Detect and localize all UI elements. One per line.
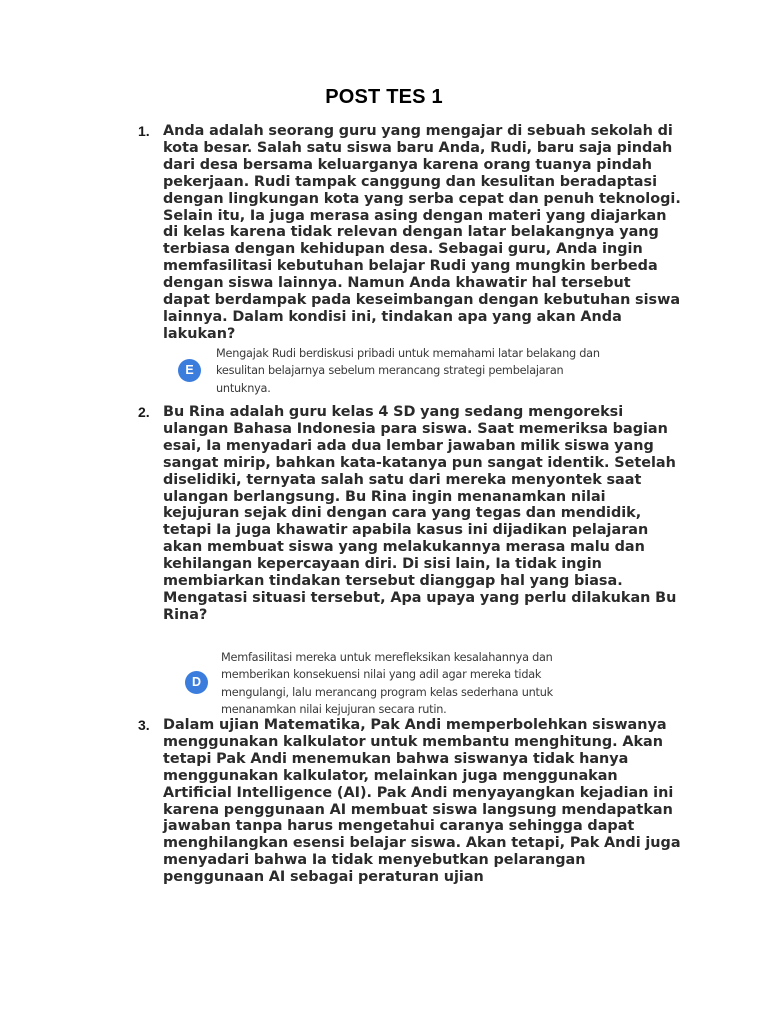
question-text: Dalam ujian Matematika, Pak Andi memperbolehkan siswanya menggunakan kalkulator untuk membantu menghitung. Akan tetapi Pak Andi menemukan bahwa siswanya tidak hanya menggunakan kalkulator, melainkan juga menggunakan Artificial Intelligence (AI). Pak Andi menyayangkan kejadian ini karena penggunaan AI membuat siswa langsung mendapatkan jawaban tanpa harus mengetahui caranya sehingga dapat menghilangkan esensi belajar siswa. Akan tetapi, Pak Andi juga menyadari bahwa Ia tidak menyebutkan pelarangan penggunaan AI sebagai peraturan ujian bbox=[163, 717, 681, 886]
answer-badge: E bbox=[178, 359, 201, 382]
answer-badge: D bbox=[185, 671, 208, 694]
question-number: 2. bbox=[138, 404, 150, 420]
question-number: 1. bbox=[138, 123, 150, 139]
page-title: POST TES 1 bbox=[325, 86, 443, 108]
question-number: 3. bbox=[138, 717, 150, 733]
question-text: Bu Rina adalah guru kelas 4 SD yang sedang mengoreksi ulangan Bahasa Indonesia para siswa. Saat memeriksa bagian esai, Ia menyadari ada dua lembar jawaban milik siswa yang sangat mirip, bahkan kata-katanya pun sangat identik. Setelah diselidiki, ternyata salah satu dari mereka menyontek saat ulangan berlangsung. Bu Rina ingin menanamkan nilai kejujuran sejak dini dengan cara yang tegas dan mendidik, tetapi Ia juga khawatir apabila kasus ini dijadikan pelajaran akan membuat siswa yang melakukannya merasa malu dan kehilangan kepercayaan diri. Di sisi lain, Ia tidak ingin membiarkan tindakan tersebut dianggap hal yang biasa. Mengatasi situasi tersebut, Apa upaya yang perlu dilakukan Bu Rina? bbox=[163, 404, 677, 623]
answer-text: Memfasilitasi mereka untuk merefleksikan kesalahannya dan memberikan konsekuensi nilai yang adil agar mereka tidak mengulangi, lalu merancang program kelas sederhana untuk menanamkan nilai kejujuran secara rutin. bbox=[221, 651, 553, 717]
question-text: Anda adalah seorang guru yang mengajar di sebuah sekolah di kota besar. Salah satu siswa baru Anda, Rudi, baru saja pindah dari desa bersama keluarganya karena orang tuanya pindah pekerjaan. Rudi tampak canggung dan kesulitan beradaptasi dengan lingkungan kota yang serba cepat dan penuh teknologi. Selain itu, Ia juga merasa asing dengan materi yang diajarkan di kelas karena tidak relevan dengan latar belakangnya yang terbiasa dengan kehidupan desa. Sebagai guru, Anda ingin memfasilitasi kebutuhan belajar Rudi yang mungkin berbeda dengan siswa lainnya. Namun Anda khawatir hal tersebut dapat berdampak pada keseimbangan dengan kebutuhan siswa lainnya. Dalam kondisi ini, tindakan apa yang akan Anda lakukan? bbox=[163, 123, 681, 342]
answer-text: Mengajak Rudi berdiskusi pribadi untuk memahami latar belakang dan kesulitan belajarnya sebelum merancang strategi pembelajaran untuknya. bbox=[216, 347, 600, 395]
